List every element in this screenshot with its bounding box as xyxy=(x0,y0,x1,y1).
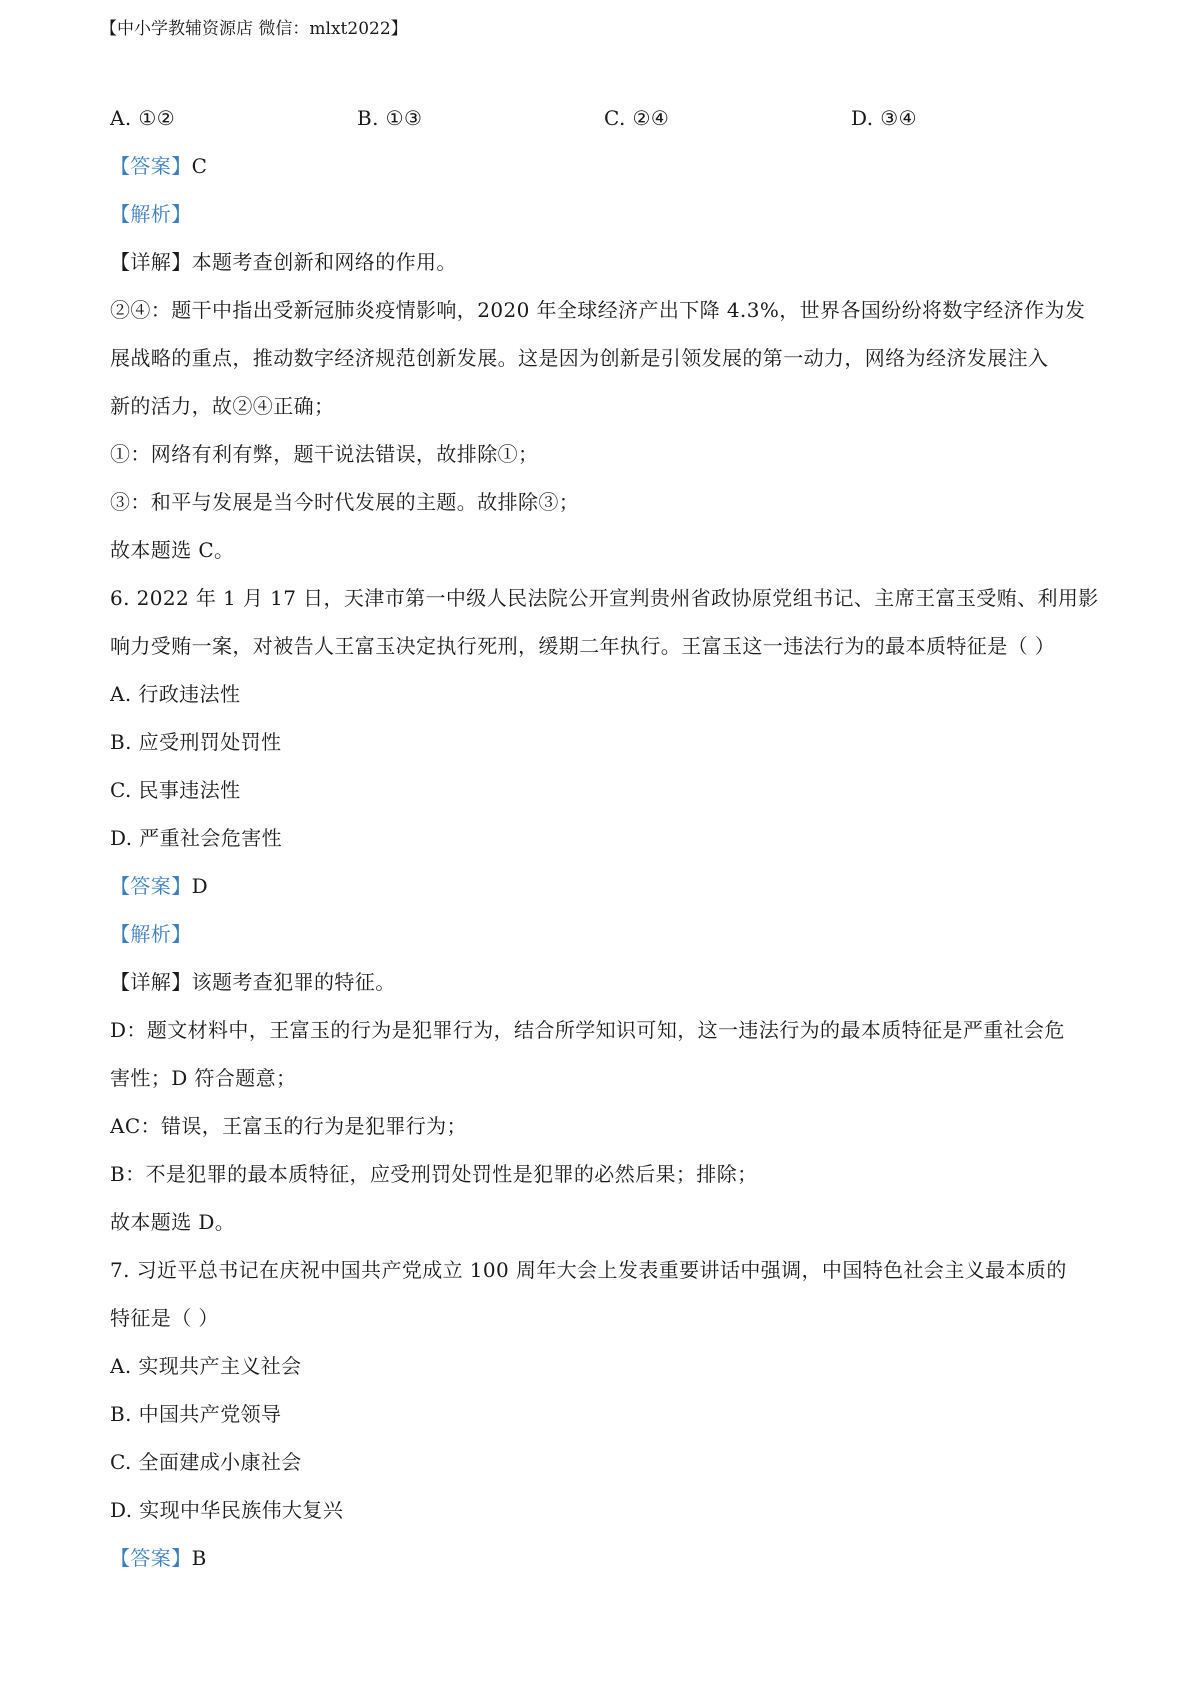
q5-detail-line: ③：和平与发展是当今时代发展的主题。故排除③； xyxy=(110,490,580,514)
q5-detail-line: 新的活力，故②④正确； xyxy=(110,394,335,418)
q7-option-d: D. 实现中华民族伟大复兴 xyxy=(110,1498,344,1522)
q5-detail-line: 故本题选 C。 xyxy=(110,538,235,562)
q6-option-c: C. 民事违法性 xyxy=(110,778,241,802)
q5-detail-line: ②④：题干中指出受新冠肺炎疫情影响，2020 年全球经济产出下降 4.3%，世界各国纷纷将数字经济作为发 xyxy=(110,298,1086,322)
q6-answer: D xyxy=(191,874,209,898)
q6-detail-line: AC：错误，王富玉的行为是犯罪行为； xyxy=(110,1114,467,1138)
q6-option-d: D. 严重社会危害性 xyxy=(110,826,283,850)
q5-analysis-tag: 【解析】 xyxy=(110,202,192,226)
q6-option-a: A. 行政违法性 xyxy=(110,682,241,706)
q6-detail-line: B：不是犯罪的最本质特征，应受刑罚处罚性是犯罪的必然后果；排除； xyxy=(110,1162,758,1186)
q7-stem-line: 7. 习近平总书记在庆祝中国共产党成立 100 周年大会上发表重要讲话中强调，中国特色社会主义最本质的 xyxy=(110,1258,1067,1282)
q5-options xyxy=(110,94,1100,142)
q6-detail-line: 害性；D 符合题意； xyxy=(110,1066,297,1090)
q6-answer-tag: 【答案】 xyxy=(110,874,192,898)
q6-stem-line: 6. 2022 年 1 月 17 日，天津市第一中级人民法院公开宣判贵州省政协原党组书记、主席王富玉受贿、利用影 xyxy=(110,586,1099,610)
q7-option-b: B. 中国共产党领导 xyxy=(110,1402,282,1426)
q5-detail-line: ①：网络有利有弊，题干说法错误，故排除①； xyxy=(110,442,539,466)
q7-answer-line xyxy=(110,1534,1100,1582)
q5-option-d: D. ③④ xyxy=(851,106,917,130)
q6-detail-line: D：题文材料中，王富玉的行为是犯罪行为，结合所学知识可知，这一违法行为的最本质特征是严重社会危 xyxy=(110,1018,1065,1042)
page-header: 【中小学教辅资源店 微信：mlxt2022】 xyxy=(100,19,408,39)
q7-answer: B xyxy=(191,1546,207,1570)
q6-answer-line xyxy=(110,862,1100,910)
q5-detail-line: 展战略的重点，推动数字经济规范创新发展。这是因为创新是引领发展的第一动力，网络为经济发展注入 xyxy=(110,346,1049,370)
q5-answer-line xyxy=(110,142,1100,190)
q6-option-b: B. 应受刑罚处罚性 xyxy=(110,730,282,754)
q6-analysis-tag: 【解析】 xyxy=(110,922,192,946)
q7-answer-tag: 【答案】 xyxy=(110,1546,192,1570)
q5-answer: C xyxy=(191,154,208,178)
q5-option-c: C. ②④ xyxy=(604,106,670,130)
document-body xyxy=(110,94,1100,1582)
q5-option-b: B. ①③ xyxy=(357,106,423,130)
q7-stem-line: 特征是（ ） xyxy=(110,1306,219,1330)
q7-option-a: A. 实现共产主义社会 xyxy=(110,1354,302,1378)
q5-detail-line: 【详解】本题考查创新和网络的作用。 xyxy=(110,250,457,274)
q7-option-c: C. 全面建成小康社会 xyxy=(110,1450,302,1474)
q5-option-a: A. ①② xyxy=(110,106,176,130)
q6-detail-line: 故本题选 D。 xyxy=(110,1210,236,1234)
q6-stem-line: 响力受贿一案，对被告人王富玉决定执行死刑，缓期二年执行。王富玉这一违法行为的最本质特征是（ ） xyxy=(110,634,1056,658)
q6-detail-line: 【详解】该题考查犯罪的特征。 xyxy=(110,970,396,994)
q5-answer-tag: 【答案】 xyxy=(110,154,192,178)
